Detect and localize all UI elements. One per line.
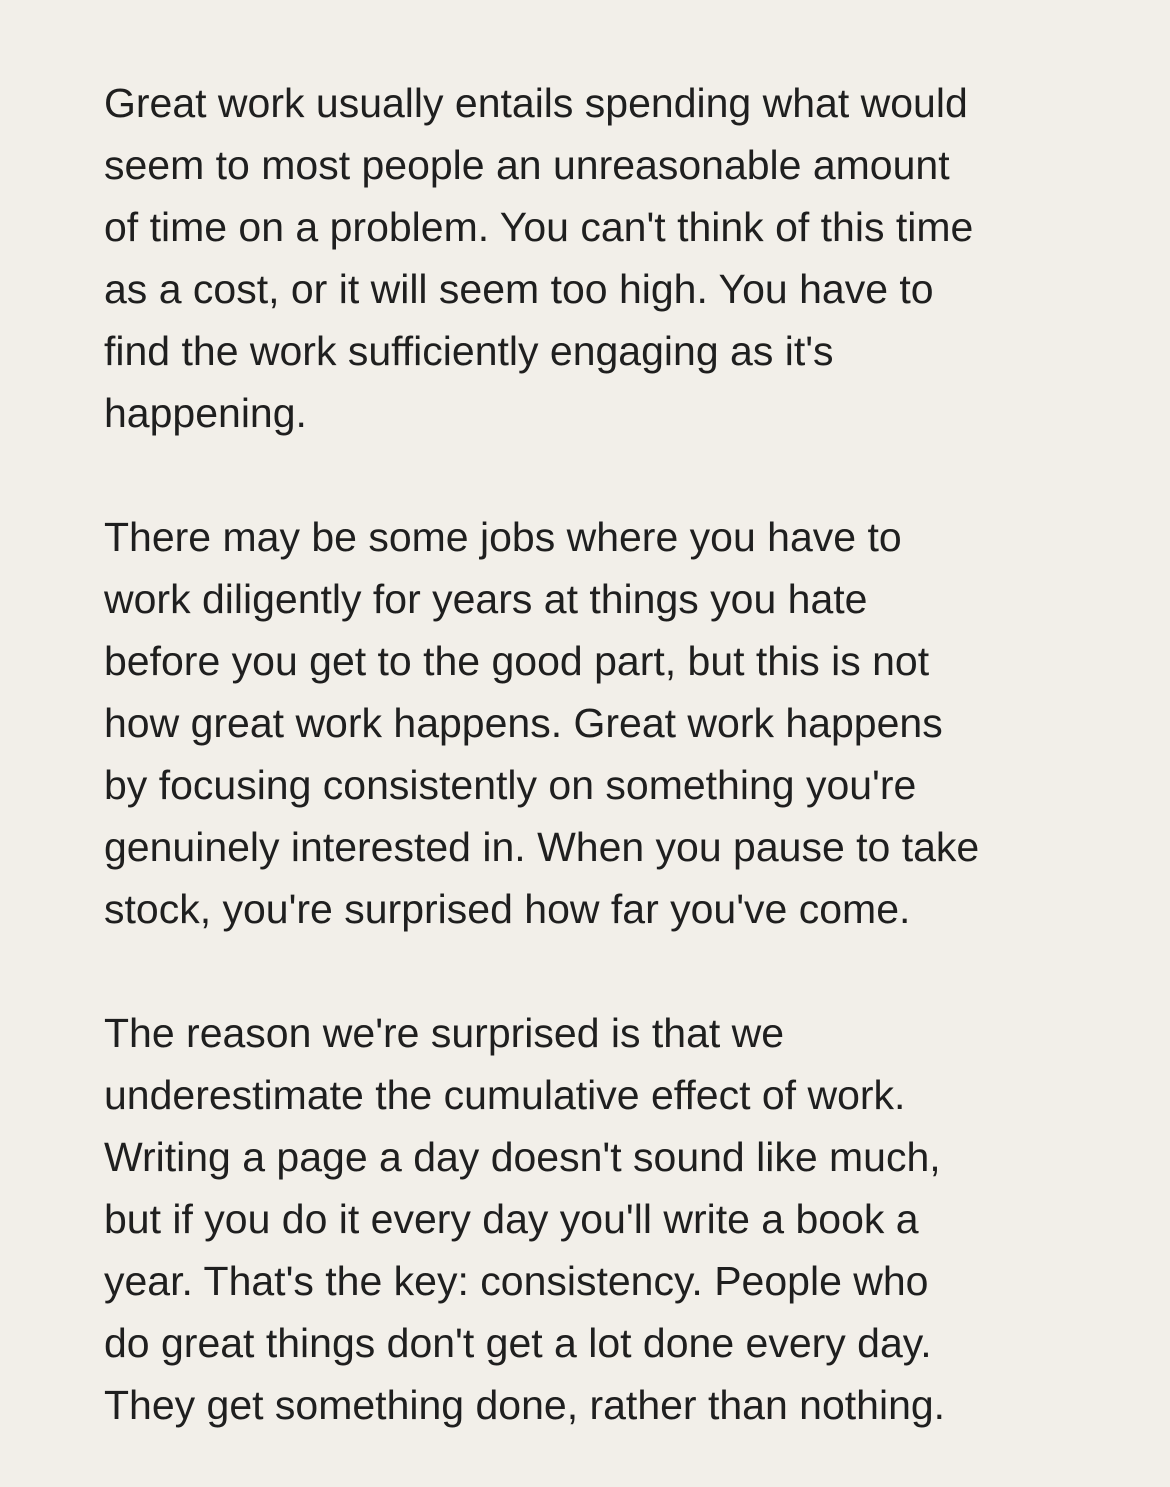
text-line: There may be some jobs where you have to — [104, 514, 902, 560]
text-line: year. That's the key: consistency. People who — [104, 1258, 929, 1304]
text-line: do great things don't get a lot done every day. — [104, 1320, 932, 1366]
text-line: before you get to the good part, but this is not — [104, 638, 930, 684]
text-line: how great work happens. Great work happens — [104, 700, 943, 746]
text-line: Great work usually entails spending what would — [104, 80, 968, 126]
text-line: find the work sufficiently engaging as it's — [104, 328, 834, 374]
text-line: but if you do it every day you'll write a book a — [104, 1196, 919, 1242]
text-line: as a cost, or it will seem too high. You have to — [104, 266, 934, 312]
text-line: of time on a problem. You can't think of this time — [104, 204, 974, 250]
text-line: genuinely interested in. When you pause to take — [104, 824, 980, 870]
paragraph-3 — [104, 1002, 1066, 1436]
text-line: stock, you're surprised how far you've come. — [104, 886, 911, 932]
text-line: Writing a page a day doesn't sound like much, — [104, 1134, 941, 1180]
text-line: by focusing consistently on something you're — [104, 762, 917, 808]
text-line: work diligently for years at things you hate — [104, 576, 868, 622]
text-line: seem to most people an unreasonable amount — [104, 142, 950, 188]
paragraph-1 — [104, 72, 1066, 444]
text-line: They get something done, rather than nothing. — [104, 1382, 946, 1428]
paragraph-2 — [104, 506, 1066, 940]
text-line: underestimate the cumulative effect of work. — [104, 1072, 906, 1118]
text-line: The reason we're surprised is that we — [104, 1010, 785, 1056]
text-line: happening. — [104, 390, 307, 436]
